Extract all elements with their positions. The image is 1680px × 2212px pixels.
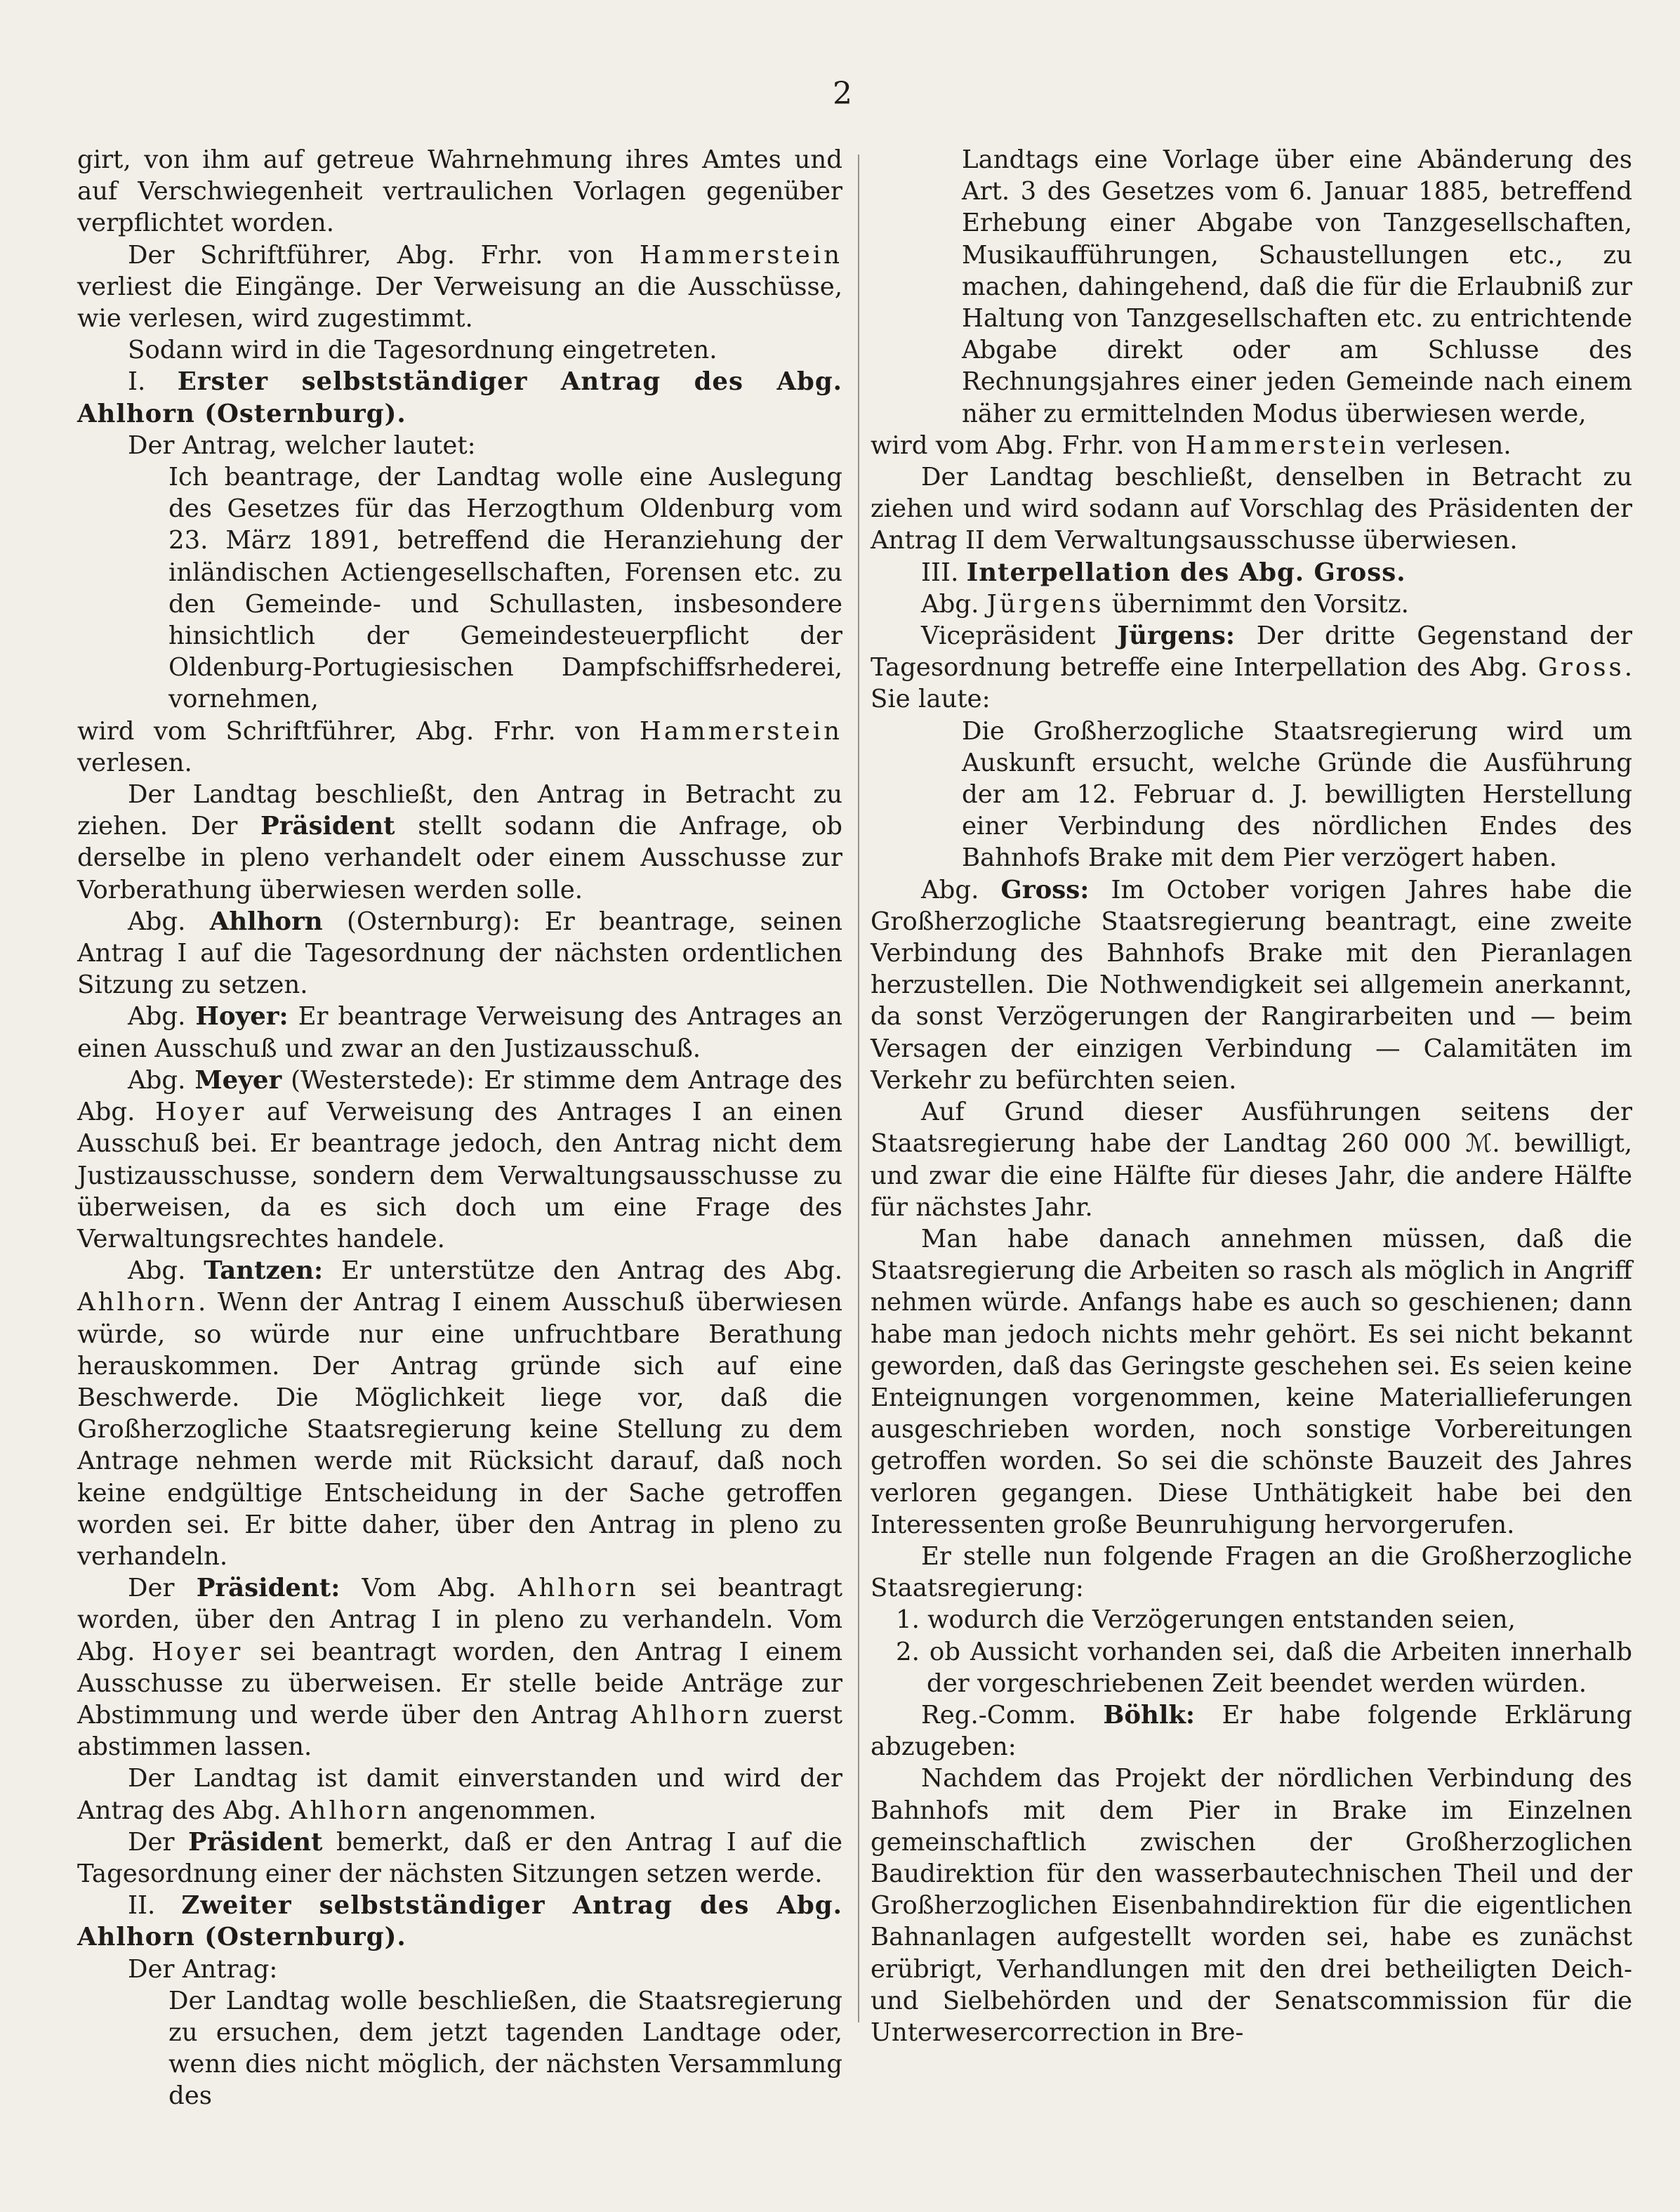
paragraph: Sodann wird in die Tagesordnung eingetreten. (128, 336, 717, 365)
paragraph: Abg. Tantzen: Er unterstütze den Antrag des Abg. Ahlhorn. Wenn der Antrag I einem Ausschuß überwiesen würde, so würde nur eine unfruchtbare Berathung herauskommen. Der Antrag gründe sich auf eine Beschwerde. Die Möglichkeit liege vor, daß die Großherzogliche Staatsregierung keine Stellung zu dem Antrage nehmen werde mit Rücksicht darauf, daß noch keine endgültige Entscheidung in der Sache getroffen worden sei. Er bitte daher, über den Antrag in pleno zu verhandeln. (77, 1256, 843, 1571)
page-number: 2 (833, 76, 852, 112)
paragraph: Der Landtag beschließt, denselben in Betracht zu ziehen und wird sodann auf Vorschlag des Präsidenten der Antrag II dem Verwaltungsausschusse überwiesen. (871, 463, 1632, 555)
quoted-interpellation: Die Großherzogliche Staatsregierung wird um Auskunft ersucht, welche Gründe die Ausführung der am 12. Februar d. J. bewilligten Herstellung einer Verbindung des nördlichen Endes des Bahnhofs Brake mit dem Pier verzögert haben. (962, 716, 1632, 873)
paragraph: Der Landtag ist damit einverstanden und wird der Antrag des Abg. Ahlhorn angenommen. (77, 1764, 842, 1825)
paragraph: Abg. Meyer (Westerstede): Er stimme dem Antrage des Abg. Hoyer auf Verweisung des Antrages I an einen Ausschuß bei. Er beantrage jedoch, den Antrag nicht dem Justizausschusse, sondern dem Verwaltungsausschusse zu überweisen, da es sich doch um eine Frage des Verwaltungsrechtes handele. (77, 1065, 843, 1253)
list-item: 1. wodurch die Verzögerungen entstanden seien, (896, 1605, 1516, 1635)
column-divider (858, 154, 859, 2022)
paragraph: Abg. Gross: Im October vorigen Jahres habe die Großherzogliche Staatsregierung beantragt, eine zweite Verbindung des Bahnhofs Brake mit den Pieranlagen herzustellen. Die Nothwendigkeit sei allgemein anerkannt, da sonst Verzögerungen der Rangirarbeiten und — beim Versagen der einzigen Verbindung — Calamitäten im Verkehr zu befürchten seien. (871, 875, 1632, 1095)
right-column (871, 144, 1632, 2048)
paragraph: wird vom Abg. Frhr. von Hammerstein verlesen. (871, 430, 1512, 460)
quoted-motion-continued: Landtags eine Vorlage über eine Abänderung des Art. 3 des Gesetzes vom 6. Januar 1885, betreffend Erhebung einer Abgabe von Tanzgesellschaften, Musikaufführungen, Schaustellungen etc., zu machen, dahingehend, daß die für die Erlaubniß zur Haltung von Tanzgesellschaften etc. zu entrichtende Abgabe direkt oder am Schlusse des Rechnungsjahres einer jeden Gemeinde nach einem näher zu ermittelnden Modus überwiesen werde, (962, 145, 1632, 428)
paragraph: wird vom Schriftführer, Abg. Frhr. von Hammerstein verlesen. (77, 716, 842, 777)
quoted-motion: Ich beantrage, der Landtag wolle eine Auslegung des Gesetzes für das Herzogthum Oldenburg vom 23. März 1891, betreffend die Heranziehung der inländischen Actiengesellschaften, Forensen etc. zu den Gemeinde- und Schullasten, insbesondere hinsichtlich der Gemeindesteuerpflicht der Oldenburg-Portugiesischen Dampfschiffsrhederei, vornehmen, (168, 463, 842, 714)
section-heading-2: II. Zweiter selbstständiger Antrag des Abg. Ahlhorn (Osternburg). (77, 1891, 842, 1952)
paragraph: Der Antrag: (128, 1954, 278, 1984)
paragraph: Nachdem das Projekt der nördlichen Verbindung des Bahnhofs mit dem Pier in Brake im Einzelnen gemeinschaftlich zwischen der Großherzoglichen Baudirektion für den wasserbautechnischen Theil und der Großherzoglichen Eisenbahndirektion für die eigentlichen Bahnanlagen aufgestellt worden sei, habe es zunächst erübrigt, Verhandlungen mit den drei betheiligten Deich- und Sielbehörden und der Senatscommission für die Unterwesercorrection in Bre- (871, 1764, 1632, 2047)
quoted-motion: Der Landtag wolle beschließen, die Staatsregierung zu ersuchen, dem jetzt tagenden Landtage oder, wenn dies nicht möglich, der nächsten Versammlung des (168, 1986, 842, 2111)
section-heading-3: III. Interpellation des Abg. Gross. (921, 558, 1406, 587)
paragraph: Der Schriftführer, Abg. Frhr. von Hammerstein verliest die Eingänge. Der Verweisung an die Ausschüsse, wie verlesen, wird zugestimmt. (77, 240, 842, 334)
paragraph: Der Präsident bemerkt, daß er den Antrag I auf die Tagesordnung einer der nächsten Sitzungen setzen werde. (77, 1827, 842, 1888)
section-heading-1: I. Erster selbstständiger Antrag des Abg. Ahlhorn (Osternburg). (77, 367, 842, 428)
paragraph: Auf Grund dieser Ausführungen seitens der Staatsregierung habe der Landtag 260 000 ℳ. bewilligt, und zwar die eine Hälfte für dieses Jahr, die andere Hälfte für nächstes Jahr. (871, 1098, 1632, 1222)
list-item: 2. ob Aussicht vorhanden sei, daß die Arbeiten innerhalb der vorgeschriebenen Zeit beendet werden würden. (896, 1637, 1632, 1698)
paragraph: Abg. Jürgens übernimmt den Vorsitz. (921, 589, 1409, 619)
paragraph: Man habe danach annehmen müssen, daß die Staatsregierung die Arbeiten so rasch als möglich in Angriff nehmen würde. Anfangs habe es auch so geschienen; dann habe man jedoch nichts mehr gehört. Es sei nicht bekannt geworden, daß das Geringste geschehen sei. Es seien keine Enteignungen vorgenommen, keine Materiallieferungen ausgeschrieben worden, noch sonstige Vorbereitungen getroffen worden. So sei die schönste Bauzeit des Jahres verloren gegangen. Diese Unthätigkeit habe bei den Interessenten große Beunruhigung hervorgerufen. (871, 1224, 1632, 1539)
paragraph: Der Präsident: Vom Abg. Ahlhorn sei beantragt worden, über den Antrag I in pleno zu verhandeln. Vom Abg. Hoyer sei beantragt worden, den Antrag I einem Ausschusse zu überweisen. Er stelle beide Anträge zur Abstimmung und werde über den Antrag Ahlhorn zuerst abstimmen lassen. (77, 1574, 842, 1762)
paragraph: Der Antrag, welcher lautet: (128, 430, 476, 460)
paragraph: Abg. Ahlhorn (Osternburg): Er beantrage, seinen Antrag I auf die Tagesordnung der nächsten ordentlichen Sitzung zu setzen. (77, 907, 842, 1000)
paragraph: girt, von ihm auf getreue Wahrnehmung ihres Amtes und auf Verschwiegenheit vertraulichen Vorlagen gegenüber verpflichtet worden. (77, 145, 842, 238)
paragraph: Reg.-Comm. Böhlk: Er habe folgende Erklärung abzugeben: (871, 1700, 1632, 1762)
paragraph: Der Landtag beschließt, den Antrag in Betracht zu ziehen. Der Präsident stellt sodann die Anfrage, ob derselbe in pleno verhandelt oder einem Ausschusse zur Vorberathung überwiesen werden solle. (77, 780, 842, 904)
paragraph: Er stelle nun folgende Fragen an die Großherzogliche Staatsregierung: (871, 1541, 1632, 1603)
paragraph: Vicepräsident Jürgens: Der dritte Gegenstand der Tagesordnung betreffe eine Interpellation des Abg. Gross. Sie laute: (871, 621, 1632, 714)
paragraph: Abg. Hoyer: Er beantrage Verweisung des Antrages an einen Ausschuß und zwar an den Justizausschuß. (77, 1002, 842, 1063)
left-column (77, 144, 842, 2112)
